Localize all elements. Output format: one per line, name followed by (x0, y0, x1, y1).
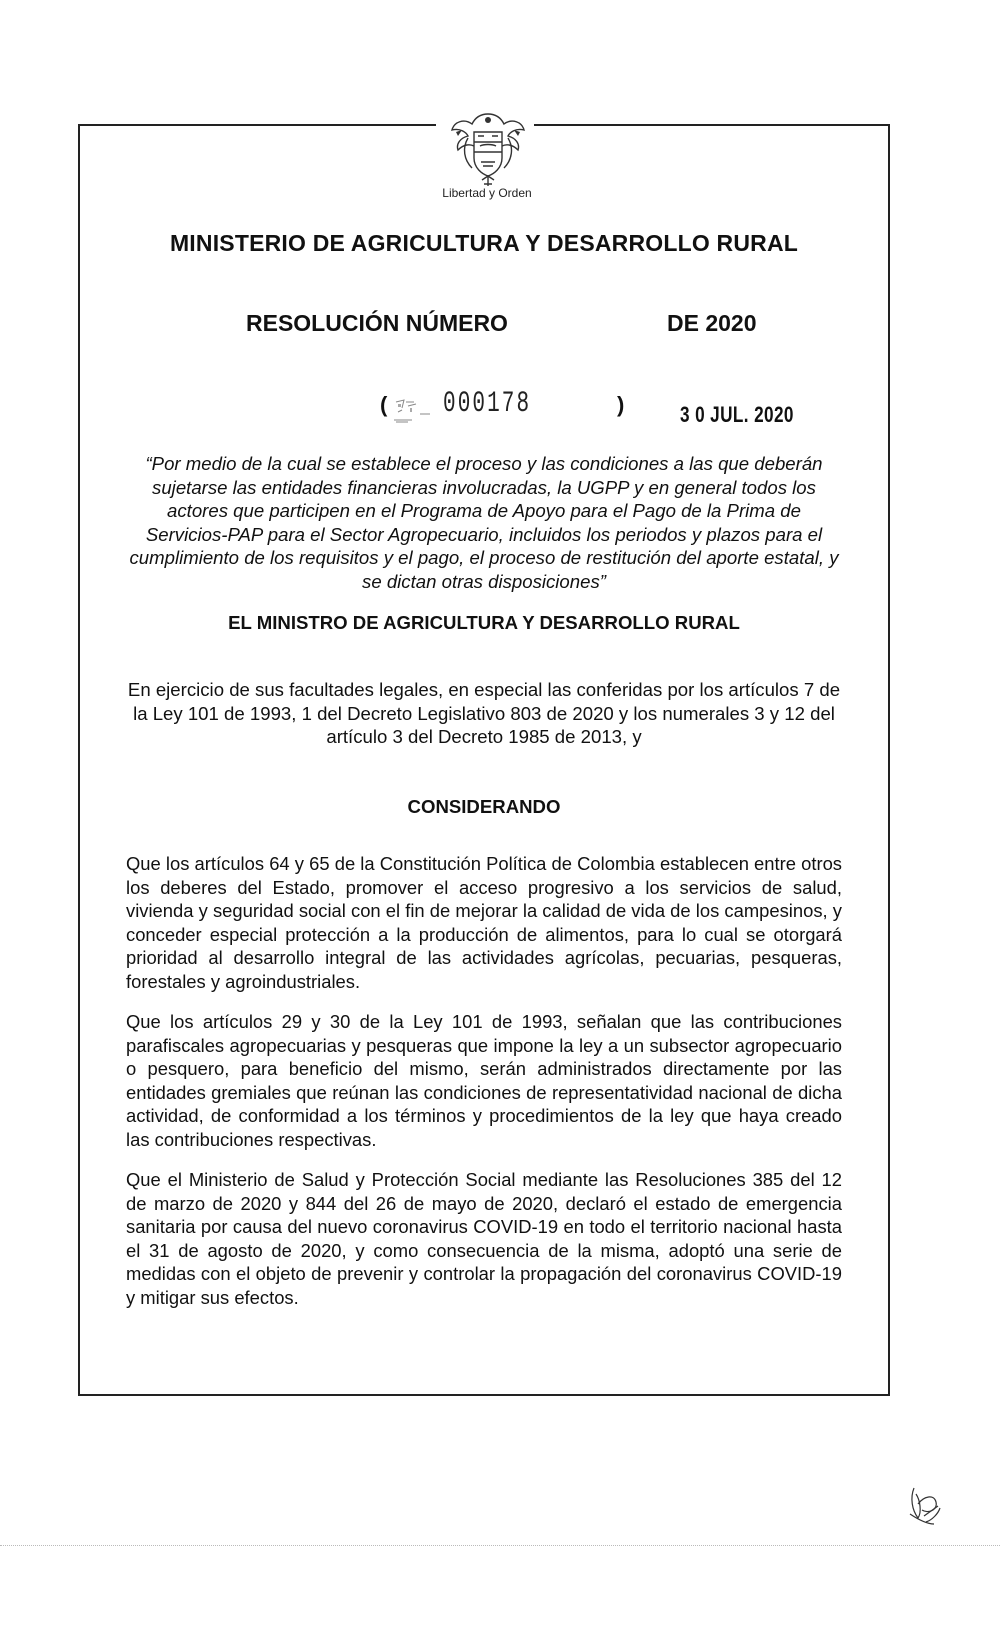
stamp-smudge (392, 396, 438, 424)
resolution-date: 3 0 JUL. 2020 (680, 402, 794, 427)
ministry-title: MINISTERIO DE AGRICULTURA Y DESARROLLO RURAL (169, 230, 799, 256)
stamp-close-paren: ) (617, 392, 625, 417)
coat-of-arms-icon (448, 108, 528, 188)
resolution-number: 000178 (443, 387, 532, 421)
resolution-epigraph: “Por medio de la cual se establece el proceso y las condiciones a las que deberán sujetarse las entidades financieras involucradas, la UGPP y en general todos los actores que participen en el Programa de Apoyo para el Pago de la Prima de Servicios-PAP para el Sector Agropecuario, incluidos los periodos y plazos para el cumplimiento de los requisitos y el pago, el proceso de restitución del aporte estatal, y se dictan otras disposiciones” (129, 453, 839, 592)
minister-heading: EL MINISTRO DE AGRICULTURA Y DESARROLLO RURAL (228, 612, 740, 633)
considering-paragraph: Que los artículos 29 y 30 de la Ley 101 de 1993, señalan que las contribuciones parafiscales agropecuarias y pesqueras que impone la ley a un subsector agropecuario o pesquero, para beneficio del mismo, serán administrados directamente por las entidades gremiales que reúnan las condiciones de representatividad nacional de dicha actividad, de conformidad a los términos y procedimientos de la ley que haya creado las contribuciones respectivas. (126, 1011, 842, 1150)
considering-paragraph: Que el Ministerio de Salud y Protección Social mediante las Resoluciones 385 del 12 de marzo de 2020 y 844 del 26 de mayo de 2020, declaró el estado de emergencia sanitaria por causa del nuevo coronavirus COVID-19 en todo el territorio nacional hasta el 31 de agosto de 2020, y como consecuencia de la misma, adoptó una serie de medidas con el objeto de prevenir y controlar la propagación del coronavirus COVID-19 y mitigar sus efectos. (126, 1169, 842, 1308)
legal-faculties: En ejercicio de sus facultades legales, en especial las conferidas por los artículos 7 de la Ley 101 de 1993, 1 del Decreto Legislativo 803 de 2020 y los numerales 3 y 12 del artículo 3 del Decreto 1985 de 2013, y (127, 679, 841, 747)
resolution-label: RESOLUCIÓN NÚMERO (246, 310, 508, 336)
resolution-year: DE 2020 (667, 310, 757, 336)
stamp-open-paren: ( (380, 392, 388, 417)
scan-edge-line (0, 1545, 1000, 1546)
considering-paragraph: Que los artículos 64 y 65 de la Constitución Política de Colombia establecen entre otros los deberes del Estado, promover el acceso progresivo a los servicios de salud, vivienda y seguridad social con el fin de mejorar la calidad de vida de los campesinos, y conceder especial protección a la producción de alimentos, para lo cual se otorgará prioridad al desarrollo integral de las actividades agrícolas, pecuarias, pesqueras, forestales y agroindustriales. (126, 853, 842, 992)
handwritten-initials (904, 1484, 944, 1528)
considering-heading: CONSIDERANDO (407, 796, 561, 817)
seal-motto: Libertad y Orden (442, 186, 532, 200)
